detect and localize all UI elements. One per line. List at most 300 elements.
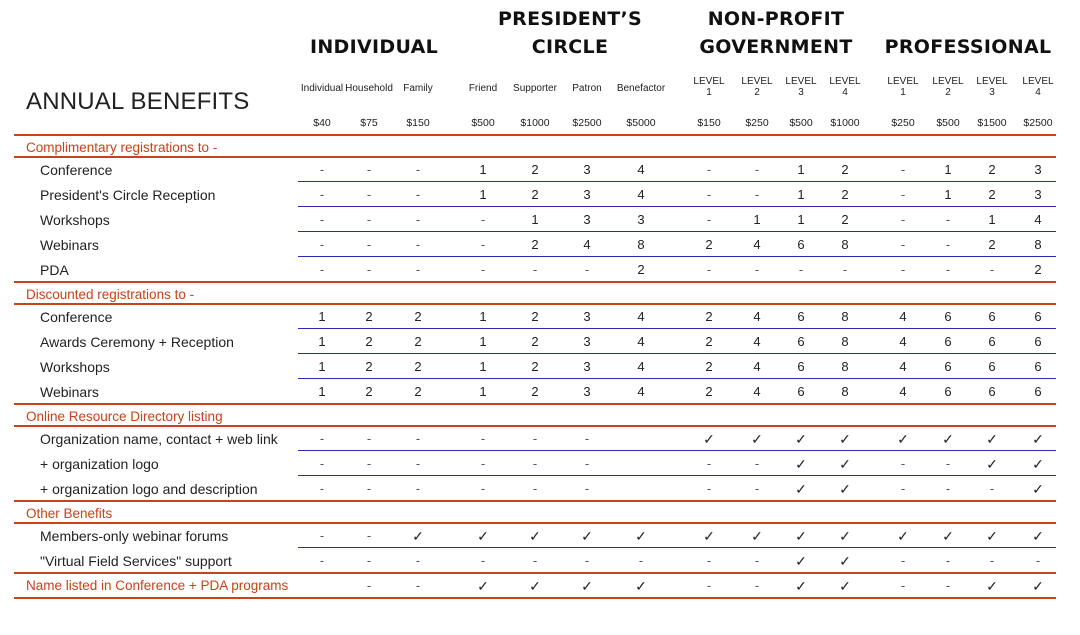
table-cell: -	[900, 262, 906, 277]
table-cell: ✓	[795, 431, 807, 447]
column-header	[817, 76, 873, 98]
table-cell: -	[366, 162, 372, 177]
table-cell: -	[480, 262, 486, 277]
table-cell: ✓	[635, 578, 647, 594]
table-cell: 1	[318, 309, 326, 324]
table-cell: 2	[841, 212, 849, 227]
table-cell: 6	[988, 334, 996, 349]
table-cell: 8	[841, 237, 849, 252]
table-cell: -	[415, 456, 421, 471]
table-cell: -	[366, 578, 372, 593]
table-cell: -	[900, 578, 906, 593]
table-cell: -	[584, 456, 590, 471]
table-cell: 1	[531, 212, 539, 227]
table-cell: -	[480, 431, 486, 446]
table-cell: -	[706, 262, 712, 277]
table-cell: 6	[988, 384, 996, 399]
table-cell: 8	[841, 309, 849, 324]
table-cell: 1	[753, 212, 761, 227]
table-cell: 4	[753, 237, 761, 252]
table-cell: -	[754, 456, 760, 471]
table-cell: -	[945, 456, 951, 471]
table-cell: 2	[988, 237, 996, 252]
table-cell: 3	[1034, 187, 1042, 202]
table-cell: 1	[797, 187, 805, 202]
table-cell: ✓	[581, 528, 593, 544]
section-divider	[14, 522, 1056, 524]
table-cell: 2	[988, 162, 996, 177]
table-cell: 2	[841, 162, 849, 177]
table-cell: 2	[637, 262, 645, 277]
table-cell: 6	[1034, 334, 1042, 349]
section-divider	[14, 425, 1056, 427]
column-header-text: LEVEL	[976, 76, 1008, 87]
cat-individual	[300, 33, 448, 61]
table-cell: 2	[414, 334, 422, 349]
column-header-text: LEVEL	[829, 76, 861, 87]
table-cell: ✓	[986, 431, 998, 447]
table-cell: 4	[899, 384, 907, 399]
row-divider	[298, 181, 1056, 182]
table-cell: 2	[531, 334, 539, 349]
table-cell: ✓	[1032, 431, 1044, 447]
table-cell: -	[900, 187, 906, 202]
table-cell: ✓	[839, 578, 851, 594]
table-cell: -	[532, 456, 538, 471]
table-cell: 6	[944, 384, 952, 399]
table-cell: 6	[944, 334, 952, 349]
table-cell: 6	[797, 359, 805, 374]
table-cell: -	[415, 162, 421, 177]
table-cell: 3	[583, 384, 591, 399]
table-cell: -	[706, 456, 712, 471]
table-cell: -	[989, 481, 995, 496]
table-row-label: + organization logo	[40, 456, 159, 472]
section-label: Online Resource Directory listing	[26, 409, 223, 424]
table-cell: -	[480, 212, 486, 227]
section-divider	[14, 572, 1056, 574]
table-cell: ✓	[897, 528, 909, 544]
section-label: Complimentary registrations to -	[26, 140, 218, 155]
table-cell: 2	[705, 359, 713, 374]
table-cell: ✓	[581, 578, 593, 594]
table-cell: -	[366, 431, 372, 446]
table-cell: 8	[841, 384, 849, 399]
column-header-text: LEVEL	[785, 76, 817, 87]
column-header	[613, 83, 669, 94]
table-cell: 3	[583, 212, 591, 227]
table-cell: 4	[637, 162, 645, 177]
table-cell: -	[319, 162, 325, 177]
category-line-2: PROFESSIONAL	[884, 36, 1052, 58]
category-line-2: CIRCLE	[531, 36, 609, 58]
table-cell: -	[1035, 553, 1041, 568]
table-cell: -	[989, 553, 995, 568]
table-cell: -	[319, 212, 325, 227]
table-cell: ✓	[795, 578, 807, 594]
table-cell: -	[415, 262, 421, 277]
table-cell: 1	[479, 162, 487, 177]
table-cell: -	[532, 481, 538, 496]
table-cell: -	[415, 431, 421, 446]
column-header-text: Friend	[468, 83, 498, 94]
table-cell: 1	[797, 212, 805, 227]
table-cell: 2	[365, 309, 373, 324]
column-price: $5000	[626, 117, 656, 129]
table-row-label: PDA	[40, 262, 69, 278]
table-cell: 1	[318, 334, 326, 349]
table-cell: -	[900, 456, 906, 471]
table-cell: 6	[988, 309, 996, 324]
table-cell: -	[415, 578, 421, 593]
column-header	[1010, 76, 1066, 98]
column-price: $250	[891, 117, 915, 129]
table-cell: -	[480, 553, 486, 568]
table-cell: -	[480, 237, 486, 252]
table-cell: 2	[841, 187, 849, 202]
table-cell: ✓	[751, 528, 763, 544]
table-cell: -	[415, 237, 421, 252]
table-cell: 6	[797, 384, 805, 399]
table-cell: 2	[531, 309, 539, 324]
table-cell: 1	[318, 384, 326, 399]
table-cell: ✓	[1032, 528, 1044, 544]
table-row-label: Webinars	[40, 237, 99, 253]
table-cell: ✓	[986, 578, 998, 594]
table-cell: 6	[1034, 359, 1042, 374]
table-cell: ✓	[1032, 578, 1044, 594]
table-cell: 2	[531, 359, 539, 374]
table-row-label: Workshops	[40, 359, 110, 375]
table-cell: 2	[531, 187, 539, 202]
table-cell: 8	[841, 334, 849, 349]
table-cell: -	[532, 431, 538, 446]
column-header	[390, 83, 446, 94]
column-header-text: Supporter	[513, 83, 557, 94]
table-cell: ✓	[897, 431, 909, 447]
table-cell: 3	[583, 309, 591, 324]
table-cell: -	[319, 553, 325, 568]
table-cell: 4	[753, 359, 761, 374]
table-row-label: President's Circle Reception	[40, 187, 216, 203]
table-cell: -	[319, 528, 325, 543]
table-cell: -	[366, 262, 372, 277]
column-price: $500	[936, 117, 960, 129]
table-row-label: Workshops	[40, 212, 110, 228]
column-price: $150	[697, 117, 721, 129]
table-cell: 8	[1034, 237, 1042, 252]
table-cell: 1	[318, 359, 326, 374]
table-cell: -	[415, 187, 421, 202]
column-price: $2500	[572, 117, 602, 129]
table-cell: -	[900, 481, 906, 496]
cat-presidents-circle	[460, 5, 680, 61]
column-header-text: 3	[989, 87, 995, 98]
table-cell: 2	[705, 384, 713, 399]
row-divider	[298, 231, 1056, 232]
column-price: $250	[745, 117, 769, 129]
table-cell: -	[900, 553, 906, 568]
table-cell: -	[945, 237, 951, 252]
section-label: Other Benefits	[26, 506, 113, 521]
section-divider	[14, 597, 1056, 599]
table-cell: ✓	[703, 528, 715, 544]
table-row-label: + organization logo and description	[40, 481, 258, 497]
column-header-text: 4	[842, 87, 848, 98]
table-cell: 6	[1034, 384, 1042, 399]
table-row-label: Awards Ceremony + Reception	[40, 334, 234, 350]
table-cell: -	[945, 212, 951, 227]
table-cell: 2	[414, 384, 422, 399]
table-cell: 6	[944, 359, 952, 374]
table-cell: 2	[705, 334, 713, 349]
table-cell: ✓	[986, 528, 998, 544]
column-price: $1000	[520, 117, 550, 129]
table-cell: 4	[899, 359, 907, 374]
table-cell: ✓	[477, 578, 489, 594]
table-cell: 3	[583, 187, 591, 202]
table-row-label: Webinars	[40, 384, 99, 400]
table-cell: ✓	[986, 456, 998, 472]
table-cell: 4	[637, 187, 645, 202]
table-cell: 1	[944, 187, 952, 202]
table-cell: 1	[797, 162, 805, 177]
table-cell: -	[319, 187, 325, 202]
table-cell: ✓	[795, 456, 807, 472]
table-cell: ✓	[795, 553, 807, 569]
table-cell: -	[366, 528, 372, 543]
column-header	[559, 83, 615, 94]
row-divider	[298, 378, 1056, 379]
table-cell: 2	[414, 359, 422, 374]
table-cell: ✓	[942, 528, 954, 544]
row-divider	[298, 256, 1056, 257]
table-cell: 6	[1034, 309, 1042, 324]
table-cell: 4	[753, 334, 761, 349]
table-cell: -	[754, 162, 760, 177]
table-cell: 3	[583, 334, 591, 349]
table-cell: ✓	[839, 481, 851, 497]
table-cell: 4	[637, 384, 645, 399]
table-cell: -	[366, 456, 372, 471]
table-cell: 2	[531, 237, 539, 252]
table-cell: -	[319, 431, 325, 446]
page-title: ANNUAL BENEFITS	[26, 88, 250, 115]
table-cell: -	[989, 262, 995, 277]
table-cell: -	[945, 553, 951, 568]
table-row-label: "Virtual Field Services" support	[40, 553, 232, 569]
column-header-text: 1	[706, 87, 712, 98]
table-row-label: Conference	[40, 162, 113, 178]
table-cell: ✓	[839, 528, 851, 544]
section-divider	[14, 281, 1056, 283]
column-header-text: Household	[345, 83, 393, 94]
column-header-text: Individual	[300, 83, 344, 94]
table-cell: 4	[899, 334, 907, 349]
column-header-text: LEVEL	[741, 76, 773, 87]
table-cell: -	[706, 553, 712, 568]
table-cell: 1	[479, 334, 487, 349]
table-cell: 4	[753, 384, 761, 399]
cat-professional	[876, 33, 1060, 61]
category-line-2: INDIVIDUAL	[309, 36, 438, 58]
column-price: $2500	[1023, 117, 1053, 129]
table-cell: ✓	[1032, 481, 1044, 497]
table-cell: -	[366, 237, 372, 252]
table-cell: 2	[1034, 262, 1042, 277]
table-cell: -	[900, 162, 906, 177]
column-header-text: 3	[798, 87, 804, 98]
table-cell: -	[754, 481, 760, 496]
table-cell: 2	[531, 384, 539, 399]
table-cell: 4	[637, 309, 645, 324]
table-cell: 4	[637, 359, 645, 374]
category-line-1: PRESIDENT’S	[497, 8, 643, 30]
row-divider	[298, 206, 1056, 207]
table-cell: 6	[797, 334, 805, 349]
table-cell: 6	[944, 309, 952, 324]
table-cell: -	[900, 237, 906, 252]
table-cell: -	[415, 212, 421, 227]
category-line-2: GOVERNMENT	[699, 36, 853, 58]
table-row-label: Conference	[40, 309, 113, 325]
table-cell: ✓	[635, 528, 647, 544]
table-cell: -	[706, 212, 712, 227]
section-label: Name listed in Conference + PDA programs	[26, 578, 289, 593]
table-cell: -	[415, 481, 421, 496]
table-row-label: Organization name, contact + web link	[40, 431, 278, 447]
cat-nonprofit-government	[690, 5, 862, 61]
table-cell: -	[842, 262, 848, 277]
table-cell: ✓	[795, 481, 807, 497]
table-cell: 3	[583, 359, 591, 374]
row-divider	[298, 547, 1056, 548]
table-cell: ✓	[839, 553, 851, 569]
table-cell: 2	[365, 384, 373, 399]
column-header-text: 1	[900, 87, 906, 98]
table-cell: -	[319, 481, 325, 496]
section-divider	[14, 134, 1056, 136]
table-cell: 4	[583, 237, 591, 252]
table-cell: 2	[705, 237, 713, 252]
table-cell: -	[584, 553, 590, 568]
table-cell: ✓	[839, 431, 851, 447]
table-cell: -	[415, 553, 421, 568]
table-row-label: Members-only webinar forums	[40, 528, 229, 544]
table-cell: 6	[797, 309, 805, 324]
table-cell: ✓	[529, 578, 541, 594]
section-label: Discounted registrations to -	[26, 287, 195, 302]
table-cell: -	[319, 262, 325, 277]
column-price: $150	[406, 117, 430, 129]
table-cell: 1	[479, 309, 487, 324]
table-cell: 2	[365, 359, 373, 374]
table-cell: ✓	[795, 528, 807, 544]
table-cell: -	[532, 262, 538, 277]
table-cell: 8	[637, 237, 645, 252]
column-price: $500	[471, 117, 495, 129]
table-cell: -	[366, 187, 372, 202]
row-divider	[298, 450, 1056, 451]
table-cell: -	[480, 481, 486, 496]
column-header-text: 2	[945, 87, 951, 98]
table-cell: 8	[841, 359, 849, 374]
table-cell: ✓	[703, 431, 715, 447]
column-header-text: LEVEL	[887, 76, 919, 87]
table-cell: -	[706, 481, 712, 496]
table-cell: -	[584, 481, 590, 496]
table-cell: 2	[365, 334, 373, 349]
table-cell: -	[366, 481, 372, 496]
section-divider	[14, 403, 1056, 405]
column-header	[341, 83, 397, 94]
column-price: $75	[360, 117, 378, 129]
table-cell: 2	[414, 309, 422, 324]
row-divider	[298, 353, 1056, 354]
column-header-text: LEVEL	[693, 76, 725, 87]
table-cell: -	[706, 578, 712, 593]
table-cell: ✓	[529, 528, 541, 544]
table-cell: -	[798, 262, 804, 277]
table-cell: -	[706, 162, 712, 177]
table-cell: 2	[988, 187, 996, 202]
table-cell: 3	[637, 212, 645, 227]
table-cell: 3	[583, 162, 591, 177]
table-cell: -	[754, 553, 760, 568]
table-cell: 6	[797, 237, 805, 252]
table-cell: -	[584, 262, 590, 277]
column-header	[507, 83, 563, 94]
table-cell: -	[945, 262, 951, 277]
column-header-text: LEVEL	[1022, 76, 1054, 87]
row-divider	[298, 328, 1056, 329]
table-cell: 1	[944, 162, 952, 177]
row-divider	[298, 475, 1056, 476]
table-cell: -	[366, 212, 372, 227]
table-cell: ✓	[412, 528, 424, 544]
table-cell: 2	[705, 309, 713, 324]
table-cell: ✓	[751, 431, 763, 447]
table-cell: 1	[988, 212, 996, 227]
table-cell: 4	[1034, 212, 1042, 227]
table-cell: -	[319, 237, 325, 252]
column-header-text: LEVEL	[932, 76, 964, 87]
column-price: $500	[789, 117, 813, 129]
table-cell: 3	[1034, 162, 1042, 177]
section-divider	[14, 500, 1056, 502]
table-cell: ✓	[942, 431, 954, 447]
table-cell: ✓	[839, 456, 851, 472]
column-header-text: 2	[754, 87, 760, 98]
table-cell: 2	[531, 162, 539, 177]
table-cell: 4	[753, 309, 761, 324]
column-price: $1000	[830, 117, 860, 129]
table-cell: 1	[479, 187, 487, 202]
section-divider	[14, 303, 1056, 305]
table-cell: -	[754, 578, 760, 593]
table-cell: 4	[899, 309, 907, 324]
table-cell: -	[945, 578, 951, 593]
column-price: $1500	[977, 117, 1007, 129]
column-price: $40	[313, 117, 331, 129]
column-header-text: Family	[403, 83, 433, 94]
table-cell: -	[945, 481, 951, 496]
column-header-text: Benefactor	[616, 83, 666, 94]
column-header-text: 4	[1035, 87, 1041, 98]
table-cell: 4	[637, 334, 645, 349]
table-cell: -	[584, 431, 590, 446]
table-cell: -	[638, 553, 644, 568]
